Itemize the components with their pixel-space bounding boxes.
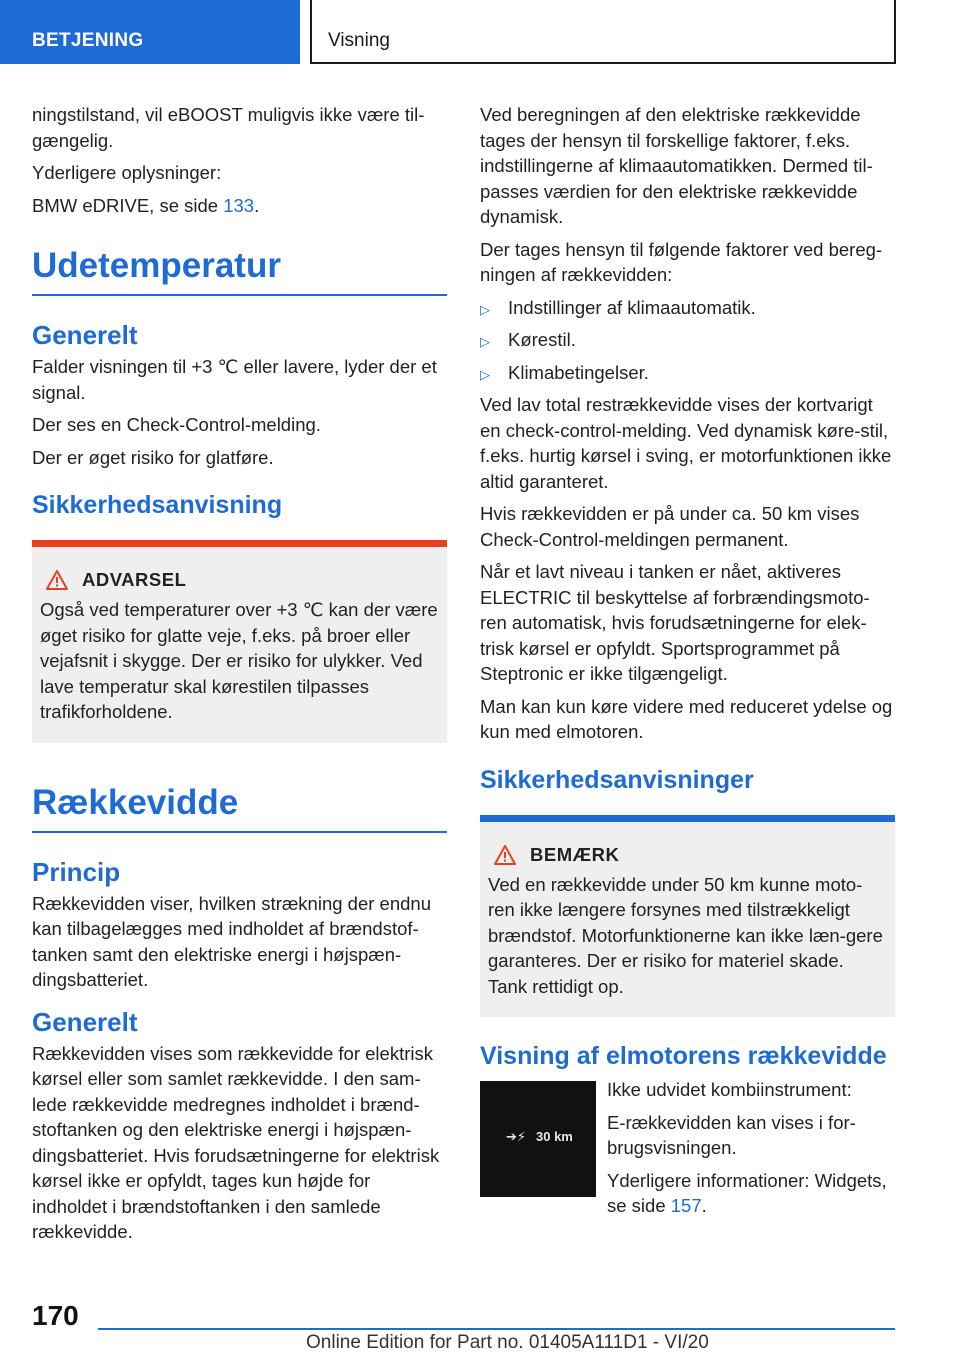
intro-reference: BMW eDRIVE, se side 133. <box>32 194 260 216</box>
body-paragraph: Man kan kun køre videre med reduceret ydelse og kun med elmotoren. <box>480 695 893 742</box>
body-paragraph: E-rækkevidden kan vises i for-brugsvisningen. <box>607 1111 856 1158</box>
footer-divider <box>98 1328 895 1330</box>
right-column <box>480 102 895 1226</box>
page-link-133[interactable]: 133 <box>223 194 255 216</box>
body-paragraph: Når et lavt niveau i tanken er nået, aktiveres ELECTRIC til beskyttelse af forbrændingsmoto-ren automatisk, hvis forudsætningerne for elek-trisk kørsel er opfyldt. Sportsprogrammet på Steptronic er ikke tilgængeligt. <box>480 561 870 684</box>
list-item: ▷ Indstillinger af klimaautomatik. <box>480 296 756 318</box>
warning-text: Også ved temperaturer over +3 ℃ kan der være øget risiko for glatte veje, f.eks. på broer eller vejafsnit i skygge. Der er risiko for ulykker. Ved lave temperatur skal kørestilen tilpasses trafikforholdene. <box>40 599 438 722</box>
page-number: 170 <box>32 1300 79 1331</box>
left-column <box>32 102 447 1252</box>
header-subsection-label: Visning <box>328 30 390 51</box>
range-display-image <box>480 1081 596 1197</box>
warning-triangle-icon <box>46 570 68 590</box>
warning-triangle-icon <box>494 845 516 865</box>
section-title-raekkevidde: Rækkevidde <box>32 783 447 833</box>
body-paragraph: Ikke udvidet kombiinstrument: <box>607 1079 852 1100</box>
safety-title: Sikkerhedsanvisning <box>32 491 283 519</box>
range-display-value: 30 km <box>536 1129 573 1144</box>
page-link-157[interactable]: 157 <box>670 1195 702 1216</box>
elmotor-range-row <box>480 1077 895 1226</box>
subsection-title-generelt: Generelt <box>32 320 138 350</box>
safety-title: Sikkerhedsanvisninger <box>480 765 754 794</box>
list-item: ▷ Kørestil. <box>480 329 576 350</box>
list-item: ▷ Klimabetingelser. <box>480 361 649 383</box>
header-subsection-box <box>310 0 896 64</box>
bullet-triangle-icon: ▷ <box>480 366 490 382</box>
intro-paragraph: ningstilstand, vil eBOOST muligvis ikke være til-gængelig. <box>32 104 425 151</box>
bullet-triangle-icon: ▷ <box>480 334 490 349</box>
warning-box <box>32 540 447 743</box>
body-paragraph: Ved beregningen af den elektriske rækkevidde tages der hensyn til forskellige faktorer, f.eks. indstillingerne af klimaautomatikken. Dermed til-passes værdien for den elektriske rækkevidde dynamisk. <box>480 104 873 227</box>
bullet-triangle-icon: ▷ <box>480 301 490 317</box>
body-paragraph: Falder visningen til +3 ℃ eller lavere, lyder der et signal. <box>32 356 437 403</box>
body-paragraph: Hvis rækkevidden er på under ca. 50 km vises Check-Control-meldingen permanent. <box>480 503 860 550</box>
body-paragraph: Der er øget risiko for glatføre. <box>32 446 274 468</box>
plug-arrow-icon: ➔⚡ <box>506 1129 527 1144</box>
notice-box <box>480 815 895 1018</box>
body-paragraph: Rækkevidden viser, hvilken strækning der endnu kan tilbagelægges med indholdet af brændstof-tanken samt den elektriske energi i højspæn-dingsbatteriet. <box>32 892 431 990</box>
subsection-title-elmotor: Visning af elmotorens rækkevidde <box>480 1042 887 1070</box>
header-section-tab <box>0 0 300 64</box>
body-paragraph: Rækkevidden vises som rækkevidde for elektrisk kørsel eller som samlet rækkevidde. I den sam-lede rækkevidde medregnes indholdet i brænd-stoftanken og den elektriske energi i højspæn-dingsbatteriet. Hvis forudsætningerne for elektrisk kørsel ikke er opfyldt, tages kun højde for indholdet i brændstoftanken i den samlede rækkevidde. <box>32 1042 440 1242</box>
section-title-udetemperatur: Udetemperatur <box>32 246 447 296</box>
warning-label: ADVARSEL <box>82 569 187 590</box>
notice-text: Ved en rækkevidde under 50 km kunne moto-ren ikke længere forsynes med tilstrækkeligt brændstof. Motorfunktionerne kan ikke læn-gere garanteres. Der er risiko for materiel skade. Tank rettidigt op. <box>488 873 883 997</box>
body-paragraph: Der tages hensyn til følgende faktorer ved bereg-ningen af rækkevidden: <box>480 238 883 285</box>
subsection-title-princip: Princip <box>32 856 121 887</box>
header-section-label: BETJENING <box>32 30 144 51</box>
body-paragraph: Ved lav total restrækkevidde vises der kortvarigt en check-control-melding. Ved dynamisk køre-stil, f.eks. hurtig kørsel i sving, er motorfunktionen ikke altid garanteret. <box>480 394 892 492</box>
widgets-reference: Yderligere informationer: Widgets, se side 157. <box>607 1169 887 1216</box>
footer-edition: Online Edition for Part no. 01405A111D1 - VI/20 <box>306 1332 709 1353</box>
notice-label: BEMÆRK <box>530 843 620 865</box>
body-paragraph: Der ses en Check-Control-melding. <box>32 414 321 435</box>
intro-paragraph: Yderligere oplysninger: <box>32 162 222 183</box>
subsection-title-generelt: Generelt <box>32 1006 138 1037</box>
